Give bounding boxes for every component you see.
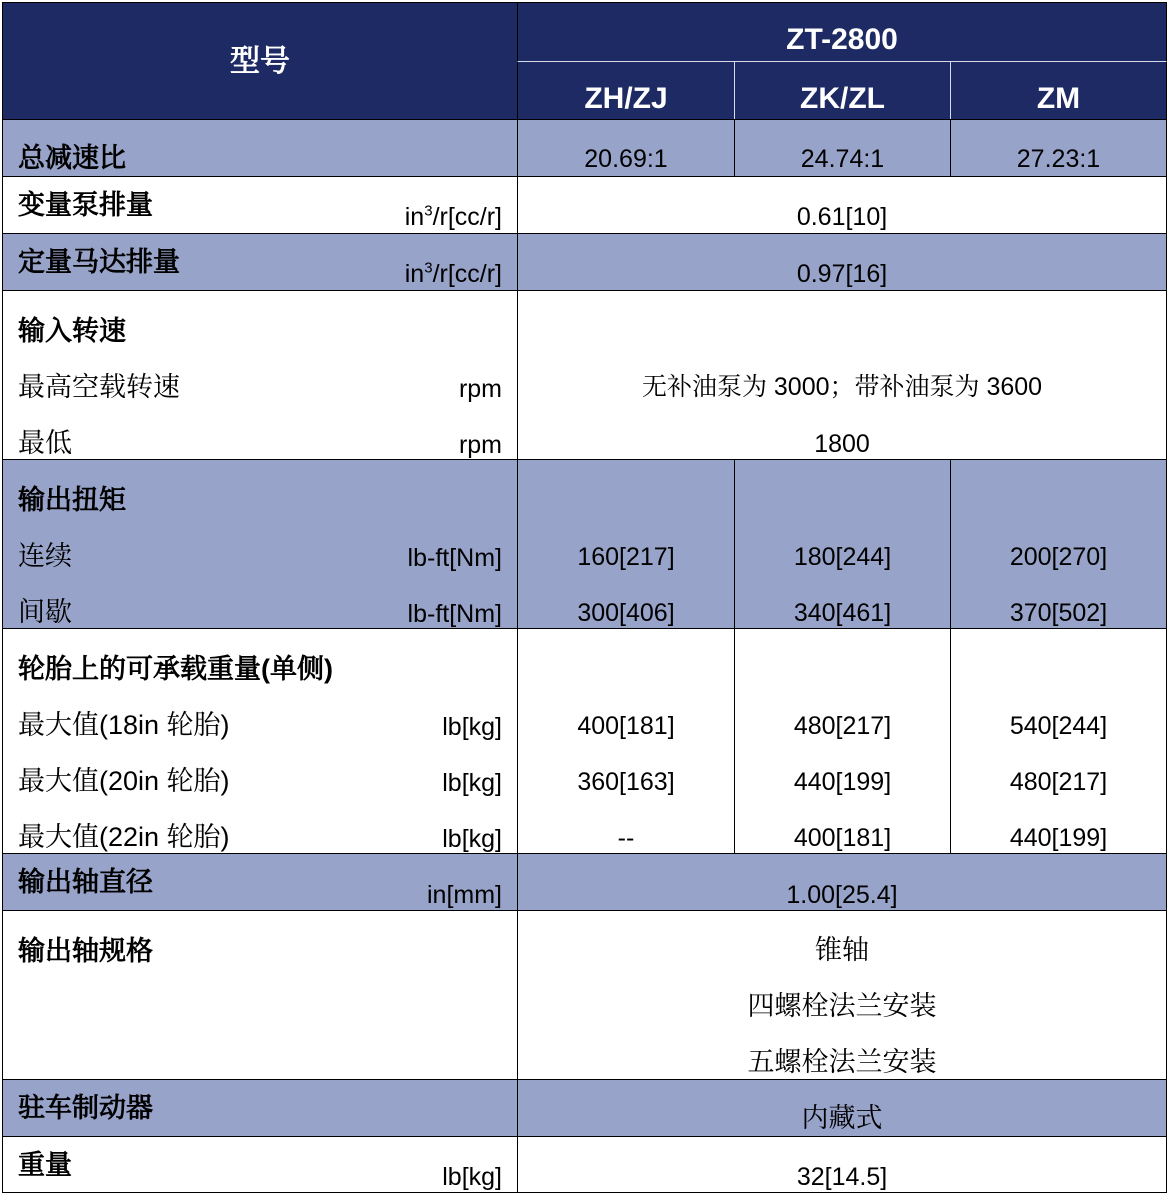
motor-value: 0.97[16] [796, 260, 888, 288]
torque-intermittent-value-2: 340[461] [793, 599, 892, 627]
shaft-spec-value-2: 四螺栓法兰安装 [747, 991, 937, 1021]
input-speed-value-cell [517, 290, 1167, 460]
reduction-value-2-cell [734, 119, 951, 177]
pump-label: 变量泵排量 [18, 190, 153, 220]
load-value-2-cell [734, 628, 951, 854]
load-label: 轮胎上的可承载重量(单侧) [18, 654, 333, 684]
shaft-spec-value-cell [517, 910, 1167, 1080]
motor-value-cell [517, 233, 1167, 291]
shaft-spec-value-1: 锥轴 [815, 935, 869, 965]
load-item-3-value-2: 400[181] [793, 824, 892, 852]
shaft-diameter-label: 输出轴直径 [18, 867, 153, 897]
shaft-diameter-unit: in[mm] [427, 881, 502, 909]
torque-value-1-cell [517, 459, 735, 629]
load-item-3-unit: lb[kg] [442, 825, 502, 853]
torque-intermittent-value-3: 370[502] [1009, 599, 1108, 627]
pump-unit-base: in [404, 203, 425, 231]
torque-continuous-value-2: 180[244] [793, 543, 892, 571]
load-item-2-value-1: 360[163] [577, 768, 675, 796]
header-variant-1-cell [517, 61, 735, 120]
load-item-3-label: 最大值(22in 轮胎) [18, 822, 230, 852]
load-label-cell [2, 628, 518, 854]
reduction-value-2: 24.74:1 [800, 145, 885, 173]
shaft-spec-value-3: 五螺栓法兰安装 [747, 1047, 937, 1077]
header-model-label-cell [2, 2, 518, 120]
load-item-1-value-1: 400[181] [577, 712, 675, 740]
load-item-1-value-3: 540[244] [1009, 712, 1108, 740]
torque-value-2-cell [734, 459, 951, 629]
input-speed-min-value: 1800 [814, 430, 870, 458]
weight-unit: lb[kg] [442, 1163, 502, 1191]
load-item-2-value-3: 480[217] [1009, 768, 1108, 796]
brake-label-cell [2, 1079, 518, 1137]
torque-intermittent-label: 间歇 [18, 597, 72, 627]
load-item-3-value-1: -- [617, 824, 635, 852]
load-item-1-label: 最大值(18in 轮胎) [18, 710, 230, 740]
motor-unit-base: in [404, 260, 425, 288]
input-speed-min-unit: rpm [458, 431, 502, 459]
torque-intermittent-unit: lb-ft[Nm] [407, 600, 502, 628]
reduction-label-cell [2, 119, 518, 177]
pump-unit [404, 202, 502, 231]
pump-label-cell [2, 176, 518, 234]
torque-continuous-value-1: 160[217] [577, 543, 675, 571]
header-model-name: ZT-2800 [786, 23, 898, 56]
load-item-2-unit: lb[kg] [442, 769, 502, 797]
torque-label: 输出扭矩 [18, 485, 126, 515]
weight-label-cell [2, 1136, 518, 1193]
motor-unit-exponent: 3 [424, 259, 433, 277]
header-variant-2: ZK/ZL [800, 82, 885, 115]
motor-label-cell [2, 233, 518, 291]
shaft-diameter-label-cell [2, 853, 518, 911]
reduction-label: 总减速比 [18, 143, 126, 173]
load-item-3-value-3: 440[199] [1009, 824, 1108, 852]
torque-continuous-label: 连续 [18, 541, 72, 571]
pump-value-cell [517, 176, 1167, 234]
reduction-value-1: 20.69:1 [584, 145, 668, 173]
shaft-spec-label-cell [2, 910, 518, 1080]
load-value-3-cell [950, 628, 1167, 854]
load-item-2-label: 最大值(20in 轮胎) [18, 766, 230, 796]
load-item-1-unit: lb[kg] [442, 713, 502, 741]
header-model-name-cell [517, 2, 1167, 62]
pump-value: 0.61[10] [796, 203, 888, 231]
torque-intermittent-value-1: 300[406] [577, 599, 675, 627]
shaft-diameter-value: 1.00[25.4] [786, 881, 898, 909]
header-variant-2-cell [734, 61, 951, 120]
header-variant-3-cell [950, 61, 1167, 120]
motor-unit [404, 259, 502, 288]
load-value-1-cell [517, 628, 735, 854]
torque-value-3-cell [950, 459, 1167, 629]
header-variant-3: ZM [1036, 82, 1081, 115]
brake-value: 内藏式 [801, 1103, 883, 1133]
input-speed-max-value: 无补油泵为 3000；带补油泵为 3600 [641, 373, 1043, 401]
weight-value: 32[14.5] [796, 1163, 888, 1191]
torque-label-cell [2, 459, 518, 629]
input-speed-max-unit: rpm [458, 375, 502, 403]
reduction-value-1-cell [517, 119, 735, 177]
load-item-2-value-2: 440[199] [793, 768, 892, 796]
input-speed-label: 输入转速 [18, 316, 126, 346]
reduction-value-3-cell [950, 119, 1167, 177]
input-speed-min-label: 最低 [18, 428, 72, 458]
brake-value-cell [517, 1079, 1167, 1137]
header-model-label: 型号 [230, 45, 290, 78]
pump-unit-exponent: 3 [424, 202, 433, 220]
pump-unit-suffix: /r[cc/r] [432, 203, 502, 231]
reduction-value-3: 27.23:1 [1016, 145, 1101, 173]
weight-value-cell [517, 1136, 1167, 1193]
weight-label: 重量 [18, 1150, 72, 1180]
input-speed-label-cell [2, 290, 518, 460]
motor-label: 定量马达排量 [18, 247, 180, 277]
brake-label: 驻车制动器 [18, 1093, 153, 1123]
shaft-diameter-value-cell [517, 853, 1167, 911]
input-speed-max-label: 最高空载转速 [18, 372, 180, 402]
load-item-1-value-2: 480[217] [793, 712, 892, 740]
shaft-spec-label: 输出轴规格 [18, 936, 153, 966]
header-variant-1: ZH/ZJ [584, 82, 668, 115]
torque-continuous-value-3: 200[270] [1009, 543, 1108, 571]
motor-unit-suffix: /r[cc/r] [432, 260, 502, 288]
torque-continuous-unit: lb-ft[Nm] [407, 544, 502, 572]
